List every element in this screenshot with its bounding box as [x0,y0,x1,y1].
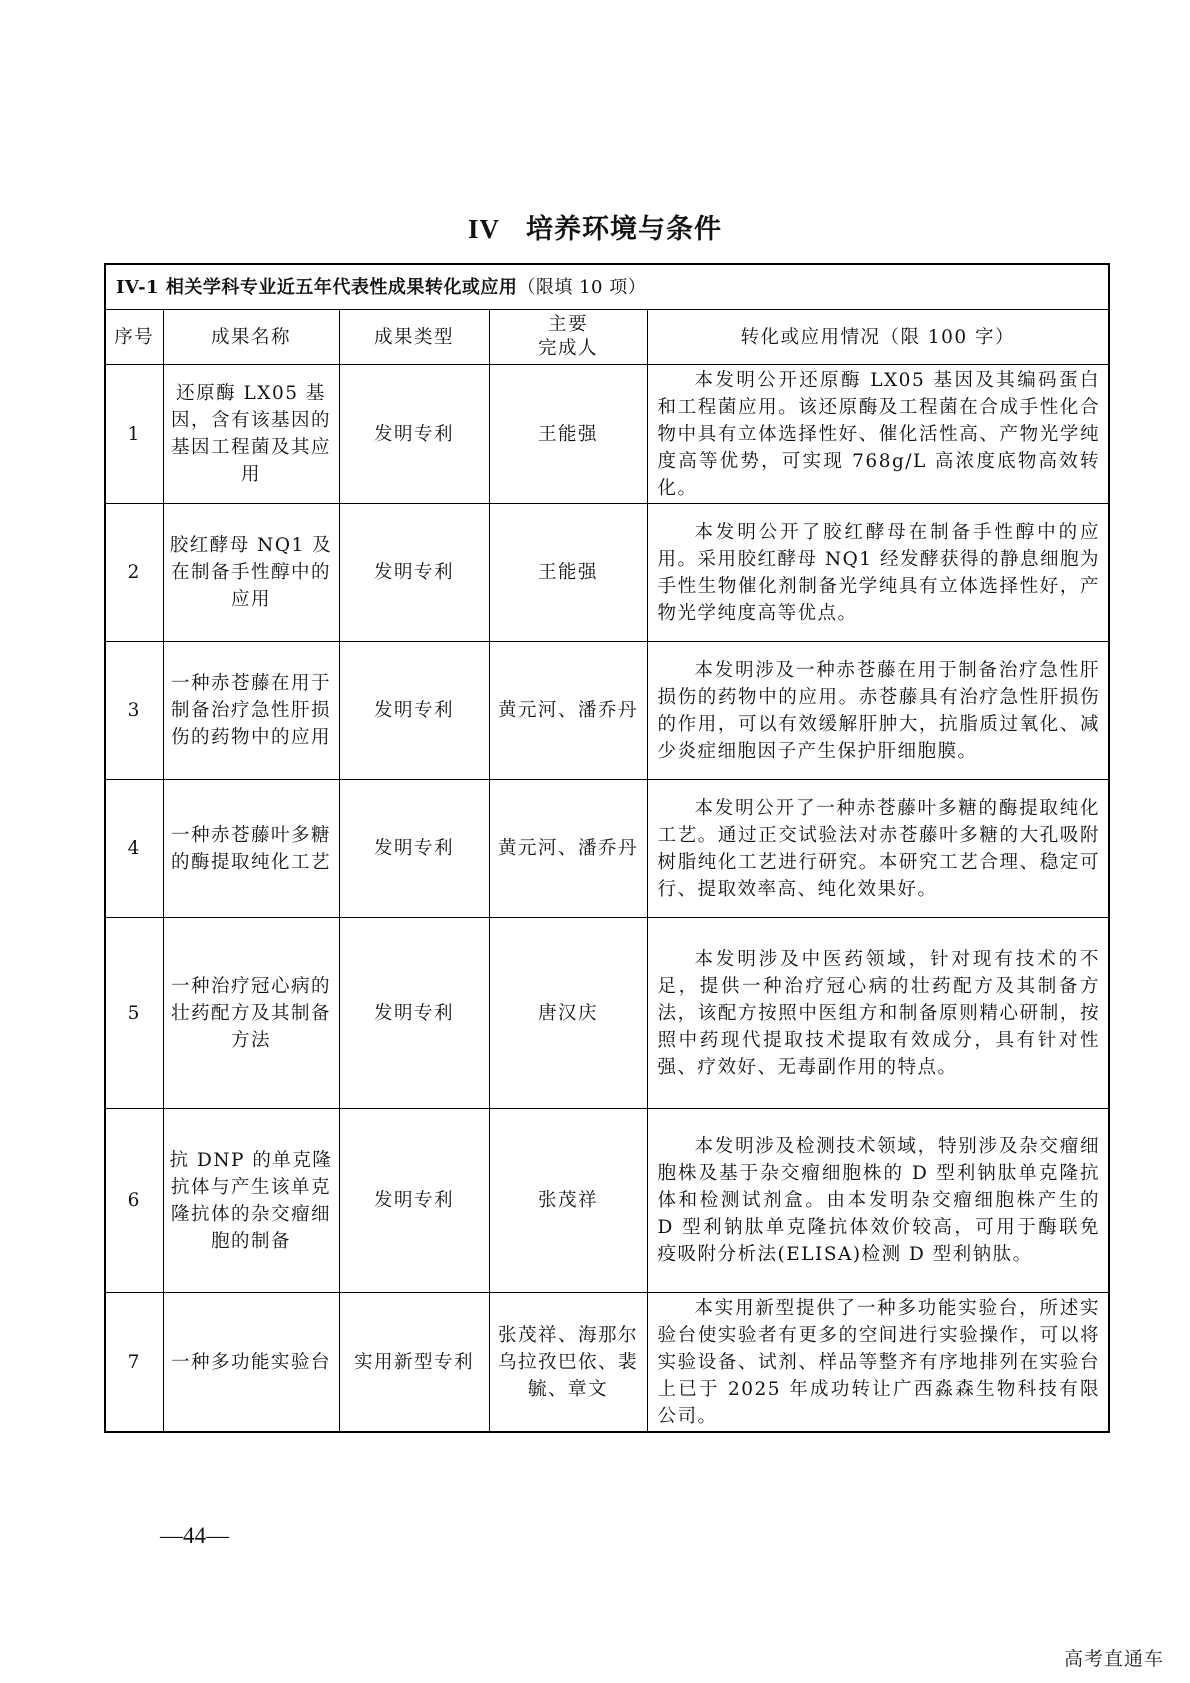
row-type: 实用新型专利 [339,1293,489,1433]
row-no: 3 [105,642,163,780]
row-no: 7 [105,1293,163,1433]
row-no: 6 [105,1109,163,1293]
row-no: 4 [105,780,163,918]
table-row [105,504,1109,642]
table-caption [105,264,1109,310]
row-no: 1 [105,365,163,504]
row-person: 王能强 [489,365,647,504]
row-name: 还原酶 LX05 基因，含有该基因的基因工程菌及其应用 [163,365,339,504]
row-type: 发明专利 [339,642,489,780]
row-desc: 本发明公开还原酶 LX05 基因及其编码蛋白和工程菌应用。该还原酶及工程菌在合成手性化合物中具有立体选择性好、催化活性高、产物光学纯度高等优势，可实现 768g/L 高浓度底物高效转化。 [647,365,1109,504]
row-desc: 本发明涉及中医药领域，针对现有技术的不足，提供一种治疗冠心病的壮药配方及其制备方法，该配方按照中医组方和制备原则精心研制，按照中药现代提取技术提取有效成分，具有针对性强、疗效好、无毒副作用的特点。 [647,918,1109,1109]
row-no: 2 [105,504,163,642]
table-row [105,1109,1109,1293]
row-name: 一种赤苍藤在用于制备治疗急性肝损伤的药物中的应用 [163,642,339,780]
table-row [105,642,1109,780]
row-type: 发明专利 [339,504,489,642]
row-desc: 本实用新型提供了一种多功能实验台，所述实验台使实验者有更多的空间进行实验操作，可以将实验设备、试剂、样品等整齐有序地排列在实验台上已于 2025 年成功转让广西淼森生物科技有限公司。 [647,1293,1109,1433]
row-name: 抗 DNP 的单克隆抗体与产生该单克隆抗体的杂交瘤细胞的制备 [163,1109,339,1293]
achievements-table [104,263,1110,1433]
header-name: 成果名称 [163,310,339,365]
row-person: 黄元河、潘乔丹 [489,780,647,918]
row-no: 5 [105,918,163,1109]
table-row [105,1293,1109,1433]
header-person: 主要 完成人 [489,310,647,365]
header-no: 序号 [105,310,163,365]
table-row [105,780,1109,918]
row-desc: 本发明涉及检测技术领域，特别涉及杂交瘤细胞株及基于杂交瘤细胞株的 D 型利钠肽单克隆抗体和检测试剂盒。由本发明杂交瘤细胞株产生的 D 型利钠肽单克隆抗体效价较高，可用于酶联免疫吸附分析法(ELISA)检测 D 型利钠肽。 [647,1109,1109,1293]
table-row [105,918,1109,1109]
row-person: 张茂祥 [489,1109,647,1293]
row-name: 胶红酵母 NQ1 及在制备手性醇中的应用 [163,504,339,642]
row-type: 发明专利 [339,918,489,1109]
row-person: 张茂祥、海那尔乌拉孜巴依、裴毓、章文 [489,1293,647,1433]
row-desc: 本发明涉及一种赤苍藤在用于制备治疗急性肝损伤的药物中的应用。赤苍藤具有治疗急性肝损伤的作用，可以有效缓解肝肿大，抗脂质过氧化、减少炎症细胞因子产生保护肝细胞膜。 [647,642,1109,780]
section-title-text: 培养环境与条件 [526,214,722,245]
row-desc: 本发明公开了胶红酵母在制备手性醇中的应用。采用胶红酵母 NQ1 经发酵获得的静息细胞为手性生物催化剂制备光学纯具有立体选择性好，产物光学纯度高等优点。 [647,504,1109,642]
section-number: IV [467,214,500,244]
table-header-row [105,310,1109,365]
row-name: 一种多功能实验台 [163,1293,339,1433]
table-row [105,365,1109,504]
table-caption-row [105,264,1109,310]
table-caption-bold: IV-1 相关学科专业近五年代表性成果转化或应用 [116,276,518,298]
row-type: 发明专利 [339,1109,489,1293]
page-number: —44— [160,1523,229,1548]
row-desc: 本发明公开了一种赤苍藤叶多糖的酶提取纯化工艺。通过正交试验法对赤苍藤叶多糖的大孔吸附树脂纯化工艺进行研究。本研究工艺合理、稳定可行、提取效率高、纯化效果好。 [647,780,1109,918]
row-person: 黄元河、潘乔丹 [489,642,647,780]
table-caption-note: （限填 10 项） [517,276,647,298]
row-name: 一种治疗冠心病的壮药配方及其制备方法 [163,918,339,1109]
row-person: 唐汉庆 [489,918,647,1109]
watermark: 高考直通车 [1064,1648,1165,1670]
row-type: 发明专利 [339,365,489,504]
row-person: 王能强 [489,504,647,642]
section-title [0,207,1190,246]
header-desc: 转化或应用情况（限 100 字） [647,310,1109,365]
header-type: 成果类型 [339,310,489,365]
row-type: 发明专利 [339,780,489,918]
row-name: 一种赤苍藤叶多糖的酶提取纯化工艺 [163,780,339,918]
